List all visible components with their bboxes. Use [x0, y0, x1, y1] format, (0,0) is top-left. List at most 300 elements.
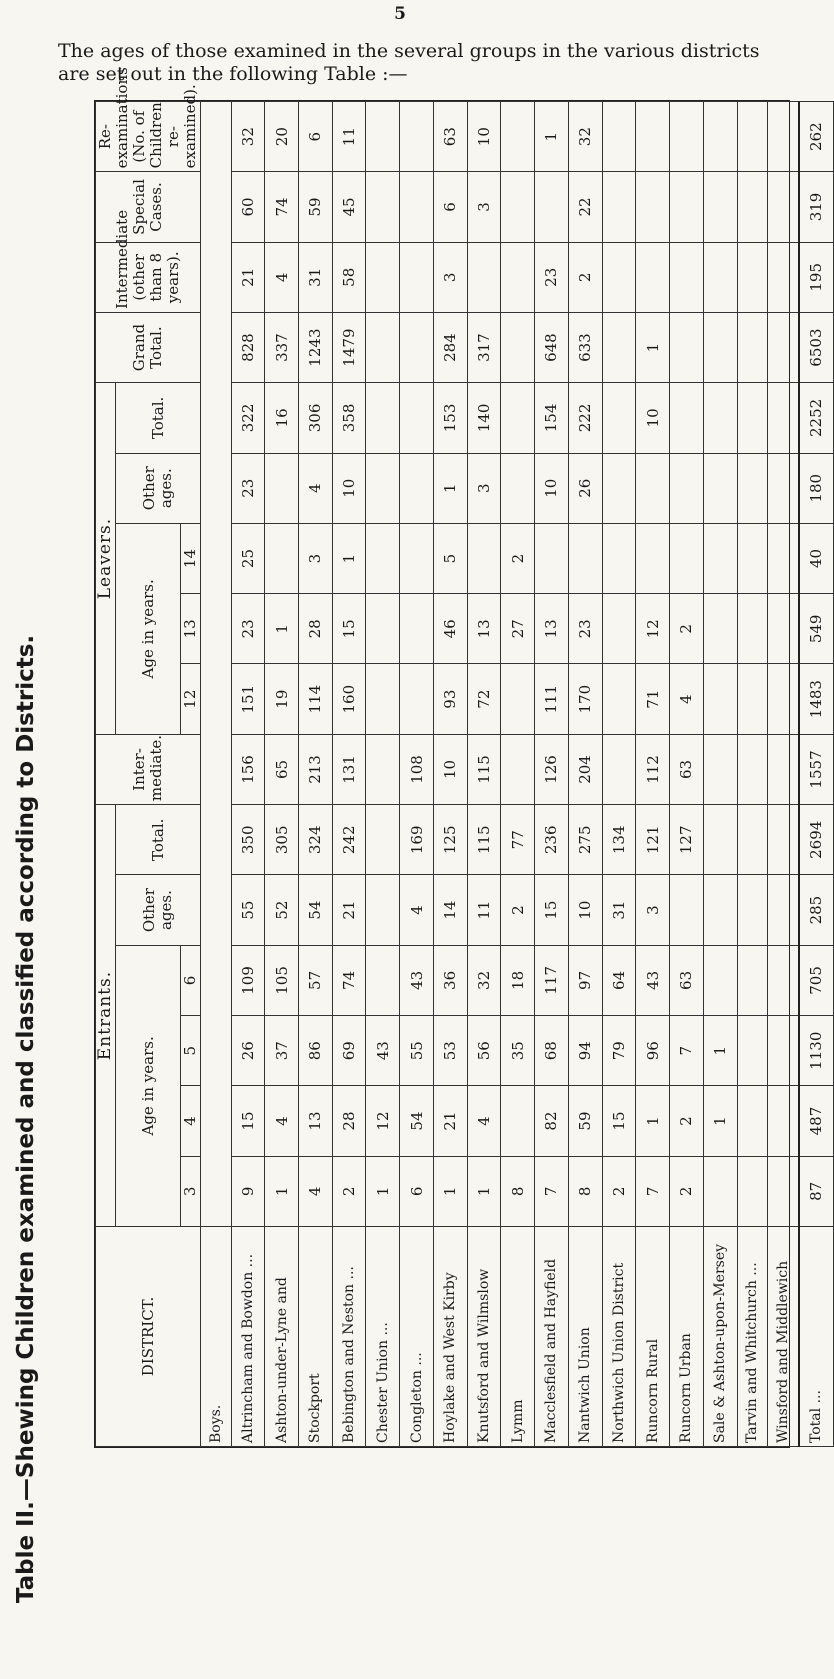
district-name: Northwich Union District: [602, 1227, 636, 1447]
cell-e6: 43: [400, 945, 434, 1015]
cell-e6: [768, 945, 799, 1015]
cell-sc: [602, 172, 636, 242]
cell-lt: 322: [231, 383, 265, 453]
table-row: [366, 102, 400, 1447]
district-age-table: [95, 67, 834, 1447]
cell-e3: 1: [467, 1156, 501, 1226]
cell-e5: 55: [400, 1016, 434, 1086]
cell-e4: 21: [433, 1086, 467, 1156]
cell-lo: [670, 453, 704, 523]
cell-e6: 97: [568, 945, 602, 1015]
cell-l14: [636, 523, 670, 593]
cell-sc: 74: [265, 172, 299, 242]
cell-lt: [768, 383, 799, 453]
cell-lo: 180: [799, 453, 834, 523]
cell-sc: [535, 172, 569, 242]
cell-eo: 10: [568, 875, 602, 945]
cell-re: 262: [799, 102, 834, 172]
cell-e4: 4: [467, 1086, 501, 1156]
cell-lo: [602, 453, 636, 523]
cell-l13: [366, 594, 400, 664]
cell-e5: 37: [265, 1016, 299, 1086]
cell-l13: 549: [799, 594, 834, 664]
cell-et: 236: [535, 805, 569, 875]
cell-l13: [737, 594, 768, 664]
cell-re: [501, 102, 535, 172]
cell-io: 23: [535, 242, 569, 312]
cell-e6: 63: [670, 945, 704, 1015]
cell-mid: 126: [535, 734, 569, 804]
intro-paragraph: The ages of those examined in the several groups in the various districts are set out in the following Table :—: [58, 40, 760, 85]
cell-eo: 15: [535, 875, 569, 945]
cell-l12: 72: [467, 664, 501, 734]
cell-l13: 15: [332, 594, 366, 664]
cell-l13: 1: [265, 594, 299, 664]
cell-io: [467, 242, 501, 312]
cell-sc: 3: [467, 172, 501, 242]
cell-eo: 55: [231, 875, 265, 945]
cell-l13: 13: [535, 594, 569, 664]
cell-e5: 56: [467, 1016, 501, 1086]
cell-l13: 12: [636, 594, 670, 664]
cell-l13: 13: [467, 594, 501, 664]
cell-l14: 25: [231, 523, 265, 593]
cell-lt: 222: [568, 383, 602, 453]
cell-gt: [602, 312, 636, 382]
cell-e3: 1: [433, 1156, 467, 1226]
cell-e3: [737, 1156, 768, 1226]
cell-lt: [366, 383, 400, 453]
cell-mid: [602, 734, 636, 804]
header-entrants-other: Other ages.: [116, 875, 201, 945]
cell-e6: 57: [298, 945, 332, 1015]
cell-e4: 1: [636, 1086, 670, 1156]
district-name: Bebington and Neston ...: [332, 1227, 366, 1447]
table-row: [568, 102, 602, 1447]
cell-et: 242: [332, 805, 366, 875]
cell-lt: 16: [265, 383, 299, 453]
cell-l14: [535, 523, 569, 593]
cell-io: [703, 242, 737, 312]
cell-e3: 2: [332, 1156, 366, 1226]
district-name: Chester Union ...: [366, 1227, 400, 1447]
cell-eo: 52: [265, 875, 299, 945]
cell-e3: 8: [501, 1156, 535, 1226]
table-row: [298, 102, 332, 1447]
cell-sc: 59: [298, 172, 332, 242]
cell-re: 32: [568, 102, 602, 172]
cell-et: 134: [602, 805, 636, 875]
header-re-examined: Re-examinations (No. of Children re-examined).: [96, 102, 201, 172]
cell-l13: [602, 594, 636, 664]
header-age-6: 6: [181, 945, 201, 1015]
cell-et: 125: [433, 805, 467, 875]
cell-lo: [737, 453, 768, 523]
cell-et: [703, 805, 737, 875]
table-row: [768, 102, 799, 1447]
cell-e3: 1: [265, 1156, 299, 1226]
cell-lt: [703, 383, 737, 453]
cell-eo: [703, 875, 737, 945]
cell-re: [366, 102, 400, 172]
cell-lo: [501, 453, 535, 523]
cell-eo: 4: [400, 875, 434, 945]
cell-e5: 35: [501, 1016, 535, 1086]
cell-lt: [602, 383, 636, 453]
cell-sc: [400, 172, 434, 242]
cell-lo: 1: [433, 453, 467, 523]
district-name: Knutsford and Wilmslow: [467, 1227, 501, 1447]
cell-re: [670, 102, 704, 172]
cell-et: 350: [231, 805, 265, 875]
cell-lo: [636, 453, 670, 523]
cell-e5: 94: [568, 1016, 602, 1086]
cell-eo: [768, 875, 799, 945]
cell-eo: 285: [799, 875, 834, 945]
header-special-cases: Special Cases.: [96, 172, 201, 242]
header-age-4: 4: [181, 1086, 201, 1156]
cell-lo: 23: [231, 453, 265, 523]
cell-l12: 19: [265, 664, 299, 734]
cell-io: 58: [332, 242, 366, 312]
cell-lt: 358: [332, 383, 366, 453]
cell-lt: [400, 383, 434, 453]
table-row: [467, 102, 501, 1447]
cell-io: [670, 242, 704, 312]
cell-l14: [703, 523, 737, 593]
cell-l12: [737, 664, 768, 734]
cell-eo: 21: [332, 875, 366, 945]
header-leavers: Leavers.: [96, 383, 116, 735]
cell-e4: [768, 1086, 799, 1156]
cell-gt: [670, 312, 704, 382]
cell-l12: 71: [636, 664, 670, 734]
cell-e4: 1: [703, 1086, 737, 1156]
cell-re: 20: [265, 102, 299, 172]
cell-l14: [737, 523, 768, 593]
cell-lo: [768, 453, 799, 523]
cell-io: [737, 242, 768, 312]
cell-gt: [768, 312, 799, 382]
cell-mid: [501, 734, 535, 804]
table-title-text: Table II.—Shewing Children examined and classified according to Districts.: [13, 634, 39, 1604]
cell-e6: 109: [231, 945, 265, 1015]
cell-mid: 63: [670, 734, 704, 804]
district-name: Tarvin and Whitchurch ...: [737, 1227, 768, 1447]
cell-e3: 1: [366, 1156, 400, 1226]
cell-l12: [501, 664, 535, 734]
section-row-boys: [201, 102, 232, 1447]
cell-io: 3: [433, 242, 467, 312]
cell-e3: 8: [568, 1156, 602, 1226]
district-name: Congleton ...: [400, 1227, 434, 1447]
header-intermediate-other: Intermediate (other than 8 years).: [96, 242, 201, 312]
cell-re: [703, 102, 737, 172]
cell-eo: 3: [636, 875, 670, 945]
district-name: Altrincham and Bowdon ...: [231, 1227, 265, 1447]
cell-l13: 27: [501, 594, 535, 664]
cell-e3: 7: [535, 1156, 569, 1226]
cell-sc: [636, 172, 670, 242]
cell-sc: [768, 172, 799, 242]
header-leavers-age: Age in years.: [116, 523, 181, 734]
cell-sc: 319: [799, 172, 834, 242]
cell-re: 32: [231, 102, 265, 172]
cell-sc: 60: [231, 172, 265, 242]
cell-gt: 1479: [332, 312, 366, 382]
section-label-boys: Boys.: [201, 1227, 232, 1447]
cell-eo: 31: [602, 875, 636, 945]
cell-sc: 45: [332, 172, 366, 242]
cell-l14: [670, 523, 704, 593]
cell-mid: 108: [400, 734, 434, 804]
table-row: [231, 102, 265, 1447]
cell-eo: [366, 875, 400, 945]
table-row: [636, 102, 670, 1447]
cell-et: 77: [501, 805, 535, 875]
cell-et: 121: [636, 805, 670, 875]
district-name: Runcorn Rural: [636, 1227, 670, 1447]
cell-e6: 105: [265, 945, 299, 1015]
cell-eo: 14: [433, 875, 467, 945]
cell-io: 4: [265, 242, 299, 312]
cell-e5: 7: [670, 1016, 704, 1086]
cell-e5: 69: [332, 1016, 366, 1086]
cell-sc: [670, 172, 704, 242]
cell-l12: [768, 664, 799, 734]
cell-l12: [400, 664, 434, 734]
cell-e5: [768, 1016, 799, 1086]
cell-et: 2694: [799, 805, 834, 875]
cell-e5: 53: [433, 1016, 467, 1086]
cell-e3: [703, 1156, 737, 1226]
cell-mid: 10: [433, 734, 467, 804]
header-leavers-other: Other ages.: [116, 453, 201, 523]
header-age-12: 12: [181, 664, 201, 734]
table-row: [602, 102, 636, 1447]
cell-sc: [366, 172, 400, 242]
cell-re: 6: [298, 102, 332, 172]
header-age-3: 3: [181, 1156, 201, 1226]
cell-e4: 54: [400, 1086, 434, 1156]
cell-io: [501, 242, 535, 312]
cell-io: [400, 242, 434, 312]
cell-gt: [737, 312, 768, 382]
header-leavers-total: Total.: [116, 383, 201, 453]
cell-lt: 306: [298, 383, 332, 453]
cell-e5: 26: [231, 1016, 265, 1086]
cell-e5: 43: [366, 1016, 400, 1086]
cell-l12: 170: [568, 664, 602, 734]
cell-l13: 23: [231, 594, 265, 664]
header-entrants-age: Age in years.: [116, 945, 181, 1226]
cell-eo: 2: [501, 875, 535, 945]
cell-e6: 36: [433, 945, 467, 1015]
cell-e6: 18: [501, 945, 535, 1015]
cell-e4: 15: [602, 1086, 636, 1156]
table-row: [535, 102, 569, 1447]
cell-l12: 4: [670, 664, 704, 734]
cell-l12: [602, 664, 636, 734]
table-frame: [94, 67, 826, 1448]
total-row: [799, 102, 834, 1447]
cell-et: 127: [670, 805, 704, 875]
cell-et: 324: [298, 805, 332, 875]
cell-l13: 46: [433, 594, 467, 664]
cell-e6: [703, 945, 737, 1015]
district-name: Total ...: [799, 1227, 834, 1447]
cell-lo: [265, 453, 299, 523]
cell-mid: 156: [231, 734, 265, 804]
header-age-13: 13: [181, 594, 201, 664]
cell-e4: 487: [799, 1086, 834, 1156]
cell-io: [366, 242, 400, 312]
cell-et: 305: [265, 805, 299, 875]
table-row: [433, 102, 467, 1447]
cell-l12: 160: [332, 664, 366, 734]
section-spacer: [201, 102, 232, 1227]
cell-et: [737, 805, 768, 875]
district-name: Ashton-under-Lyne and: [265, 1227, 299, 1447]
table-row: [737, 102, 768, 1447]
cell-l14: [366, 523, 400, 593]
cell-sc: [703, 172, 737, 242]
cell-mid: 204: [568, 734, 602, 804]
cell-gt: [400, 312, 434, 382]
cell-re: [636, 102, 670, 172]
cell-lo: 3: [467, 453, 501, 523]
cell-l14: 2: [501, 523, 535, 593]
cell-e5: 68: [535, 1016, 569, 1086]
table-row: [501, 102, 535, 1447]
cell-e6: 74: [332, 945, 366, 1015]
cell-io: 31: [298, 242, 332, 312]
cell-lt: 154: [535, 383, 569, 453]
cell-lo: [366, 453, 400, 523]
cell-lo: [400, 453, 434, 523]
cell-lt: [501, 383, 535, 453]
header-grand-total: Grand Total.: [96, 312, 201, 382]
cell-e3: 4: [298, 1156, 332, 1226]
cell-mid: 1557: [799, 734, 834, 804]
cell-lt: [737, 383, 768, 453]
cell-l14: [568, 523, 602, 593]
cell-lo: 4: [298, 453, 332, 523]
cell-io: 195: [799, 242, 834, 312]
page-number: 5: [394, 4, 406, 24]
cell-mid: [366, 734, 400, 804]
cell-e4: 12: [366, 1086, 400, 1156]
cell-mid: 112: [636, 734, 670, 804]
cell-lo: 26: [568, 453, 602, 523]
cell-l14: [602, 523, 636, 593]
cell-lt: 2252: [799, 383, 834, 453]
cell-e6: 43: [636, 945, 670, 1015]
cell-e4: 15: [231, 1086, 265, 1156]
cell-io: [602, 242, 636, 312]
cell-lo: 10: [332, 453, 366, 523]
table-row: [265, 102, 299, 1447]
cell-e3: 9: [231, 1156, 265, 1226]
cell-e3: 7: [636, 1156, 670, 1226]
cell-e5: 96: [636, 1016, 670, 1086]
cell-re: [768, 102, 799, 172]
cell-eo: 54: [298, 875, 332, 945]
cell-e5: 1130: [799, 1016, 834, 1086]
header-age-5: 5: [181, 1016, 201, 1086]
cell-l13: 28: [298, 594, 332, 664]
cell-mid: 131: [332, 734, 366, 804]
cell-sc: 22: [568, 172, 602, 242]
cell-l12: [703, 664, 737, 734]
cell-re: 11: [332, 102, 366, 172]
header-age-14: 14: [181, 523, 201, 593]
cell-gt: 1: [636, 312, 670, 382]
cell-l12: 151: [231, 664, 265, 734]
table-row: [400, 102, 434, 1447]
cell-e6: 705: [799, 945, 834, 1015]
cell-e3: 2: [602, 1156, 636, 1226]
cell-gt: 648: [535, 312, 569, 382]
cell-lt: 153: [433, 383, 467, 453]
cell-l14: 40: [799, 523, 834, 593]
cell-e4: [501, 1086, 535, 1156]
cell-l12: [366, 664, 400, 734]
cell-re: 10: [467, 102, 501, 172]
cell-re: [400, 102, 434, 172]
cell-et: [768, 805, 799, 875]
cell-e6: 117: [535, 945, 569, 1015]
header-intermediate: Inter-mediate.: [96, 734, 201, 804]
cell-sc: [737, 172, 768, 242]
cell-lt: [670, 383, 704, 453]
cell-e3: [768, 1156, 799, 1226]
cell-lt: 140: [467, 383, 501, 453]
cell-io: 2: [568, 242, 602, 312]
cell-l13: 23: [568, 594, 602, 664]
cell-gt: [703, 312, 737, 382]
cell-l14: [467, 523, 501, 593]
cell-eo: [737, 875, 768, 945]
cell-mid: [768, 734, 799, 804]
cell-gt: [501, 312, 535, 382]
cell-eo: 11: [467, 875, 501, 945]
cell-e4: 28: [332, 1086, 366, 1156]
table-row: [332, 102, 366, 1447]
table-body: [201, 102, 834, 1447]
district-name: Lymm: [501, 1227, 535, 1447]
cell-e5: 86: [298, 1016, 332, 1086]
cell-l14: [400, 523, 434, 593]
cell-io: 21: [231, 242, 265, 312]
cell-l14: [265, 523, 299, 593]
district-name: Hoylake and West Kirby: [433, 1227, 467, 1447]
cell-gt: 284: [433, 312, 467, 382]
cell-e3: 87: [799, 1156, 834, 1226]
cell-l14: 5: [433, 523, 467, 593]
cell-e5: 1: [703, 1016, 737, 1086]
cell-l13: [400, 594, 434, 664]
cell-e4: [737, 1086, 768, 1156]
cell-mid: 65: [265, 734, 299, 804]
table-row: [703, 102, 737, 1447]
cell-e4: 4: [265, 1086, 299, 1156]
cell-mid: [703, 734, 737, 804]
district-name: Sale & Ashton-upon-Mersey: [703, 1227, 737, 1447]
cell-mid: 115: [467, 734, 501, 804]
cell-l12: 1483: [799, 664, 834, 734]
district-name: Macclesfield and Hayfield: [535, 1227, 569, 1447]
